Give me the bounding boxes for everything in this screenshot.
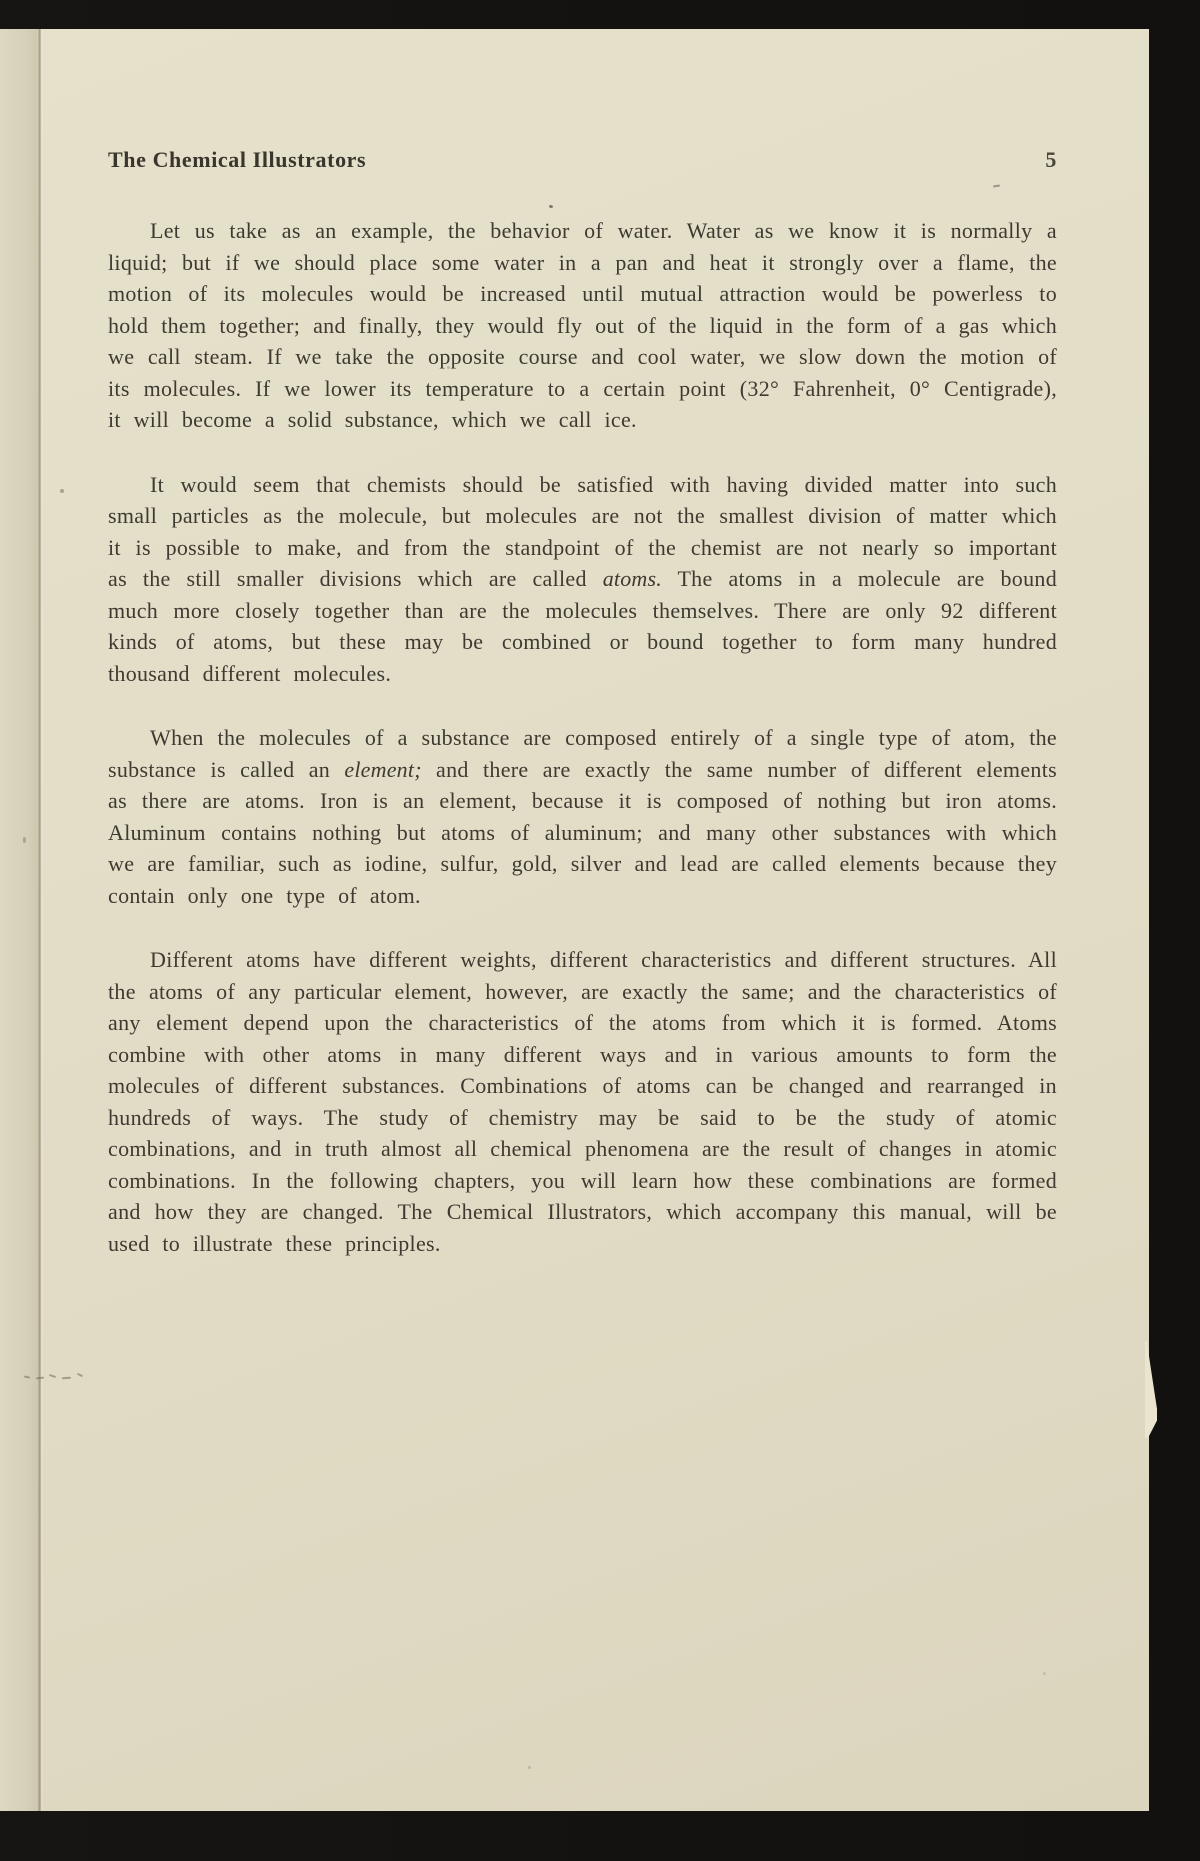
text-run: Different atoms have different weights, different characteristics and different structures. All the atoms of any particular element, however, are exactly the same; and the characteristics of any element depend upon the characteristics of the atoms from which it is formed. Atoms combine with other atoms in many different ways and in various amounts to form the molecules of different substances. Combinations of atoms can be changed and rearranged in hundreds of ways. The study of chemistry may be said to be the study of atomic combinations, and in truth almost all chemical phenomena are the result of changes in atomic combinations. In the following chapters, you will learn how these combinations are formed and how they are changed. The Chemical Illustrators, which accompany this manual, will be used to illustrate these principles. (108, 947, 1057, 1256)
dust-speck (23, 837, 26, 843)
dust-speck (528, 1766, 531, 1769)
book-page (0, 29, 1149, 1811)
page-content (108, 147, 1057, 1292)
paragraph (108, 944, 1057, 1259)
italic-term: element; (344, 756, 422, 782)
text-run: Let us take as an example, the behavior of water. Water as we know it is normally a liquid; but if we should place some water in a pan and heat it strongly over a flame, the motion of its molecules would be increased until mutual attraction would be powerless to hold them together; and finally, they would fly out of the liquid in the form of a gas which we call steam. If we take the opposite course and cool water, we slow down the motion of its molecules. If we lower its temperature to a certain point (32° Fahrenheit, 0° Centigrade), it will become a solid substance, which we call ice. (108, 218, 1057, 432)
underpage-edge (0, 29, 37, 1811)
text-run: The atoms in a molecule are bound much more closely together than are the molecules themselves. There are only 92 different kinds of atoms, but these may be combined or bound together to form many hundred thousand different molecules. (108, 566, 1057, 686)
dust-speck (60, 489, 64, 493)
pencil-marks (24, 1370, 104, 1382)
body-text (108, 215, 1057, 1259)
text-run: When the molecules of a substance are composed entirely of a single type of atom, the substance is called an (108, 725, 1057, 782)
dust-speck (447, 366, 450, 369)
italic-term: atoms. (602, 566, 662, 591)
paragraph (108, 469, 1057, 690)
page-number: 5 (1045, 147, 1057, 172)
dust-speck (1043, 1672, 1046, 1675)
page-crease (37, 29, 43, 1811)
running-title: The Chemical Illustrators (108, 147, 367, 172)
text-run: It would seem that chemists should be satisfied with having divided matter into such small particles as the molecule, but molecules are not the smallest division of matter which it is possible to make, and from the standpoint of the chemist are not nearly so important as the still smaller divisions which are called (108, 471, 1057, 591)
paragraph (108, 722, 1057, 911)
text-run: and there are exactly the same number of different elements as there are atoms. Iron is an element, because it is composed of nothing but iron atoms. Aluminum contains nothing but atoms of aluminum; and many other substances with which we are familiar, such as iodine, sulfur, gold, silver and lead are called elements because they contain only one type of atom. (108, 756, 1057, 908)
paragraph (108, 215, 1057, 436)
page-header (108, 147, 1057, 173)
